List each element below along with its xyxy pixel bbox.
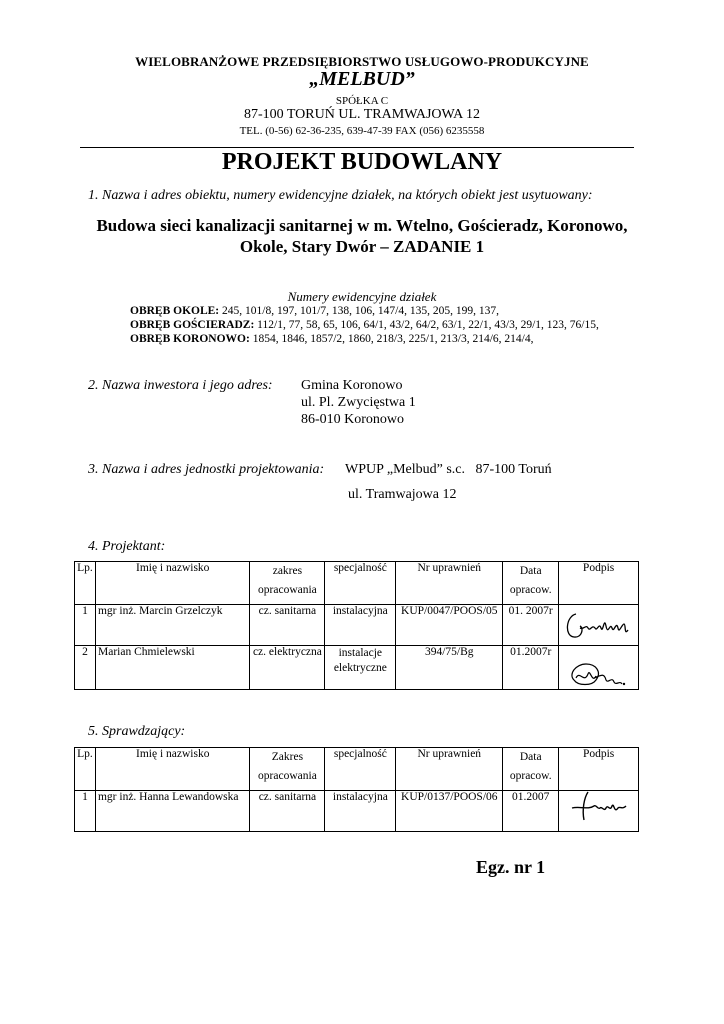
section-1-label: 1. Nazwa i adres obiektu, numery ewidencyjne działek, na których obiekt jest usytuowany: (88, 188, 593, 203)
table-header-row (75, 748, 639, 791)
col-header-spec: specjalność (325, 562, 396, 605)
signature-lewandowska (566, 788, 630, 824)
row-scope: cz. sanitarna (250, 791, 325, 832)
col-header-scope: Zakres opracowania (250, 748, 325, 791)
table-header-row (75, 562, 639, 605)
row-date: 01.2007 (503, 791, 559, 832)
parcel-row-okole (130, 305, 499, 317)
row-name: mgr inż. Marcin Grzelczyk (95, 605, 249, 646)
col-header-name: Imię i nazwisko (95, 562, 249, 605)
parcel-numbers: 112/1, 77, 58, 65, 106, 64/1, 43/2, 64/2, 63/1, 22/1, 43/3, 29/1, 123, 76/15, (254, 319, 599, 331)
parcel-area-name: OBRĘB OKOLE: (130, 305, 220, 317)
design-unit-street: ul. Tramwajowa 12 (348, 487, 457, 502)
row-scope: cz. sanitarna (250, 605, 325, 646)
design-unit-name: WPUP „Melbud” s.c. 87-100 Toruń (345, 462, 552, 477)
company-type: SPÓŁKA C (335, 95, 389, 107)
row-license: 394/75/Bg (396, 646, 503, 690)
row-spec: instalacyjna (325, 791, 396, 832)
row-lp: 1 (75, 605, 96, 646)
parcel-area-name: OBRĘB KORONOWO: (130, 333, 250, 345)
col-header-lp: Lp. (75, 748, 96, 791)
object-title-line-1: Budowa sieci kanalizacji sanitarnej w m. Wtelno, Gościeradz, Koronowo, (96, 216, 628, 235)
col-header-signature: Podpis (559, 748, 639, 791)
col-header-name: Imię i nazwisko (95, 748, 249, 791)
section-4-label: 4. Projektant: (88, 539, 166, 554)
section-2-label: 2. Nazwa inwestora i jego adres: (88, 378, 273, 393)
row-lp: 1 (75, 791, 96, 832)
company-contact: TEL. (0-56) 62-36-235, 639-47-39 FAX (056) 6235558 (239, 125, 485, 137)
header-divider (80, 147, 634, 148)
object-title (0, 215, 724, 257)
parcels-heading: Numery ewidencyjne działek (287, 289, 437, 304)
parcel-row-koronowo (130, 333, 533, 345)
col-header-license: Nr uprawnień (396, 562, 503, 605)
col-header-date: Data opracow. (503, 748, 559, 791)
section-5-label: 5. Sprawdzający: (88, 724, 186, 739)
row-date: 01. 2007r (503, 605, 559, 646)
col-header-scope: zakres opracowania (250, 562, 325, 605)
col-header-license: Nr uprawnień (396, 748, 503, 791)
col-header-date: Data opracow. (503, 562, 559, 605)
investor-city: 86-010 Koronowo (301, 412, 405, 427)
parcel-numbers: 245, 101/8, 197, 101/7, 138, 106, 147/4, 135, 205, 199, 137, (219, 305, 499, 317)
row-date: 01.2007r (503, 646, 559, 690)
row-scope: cz. elektryczna (250, 646, 325, 690)
document-title: PROJEKT BUDOWLANY (221, 149, 503, 175)
row-spec: instalacje elektryczne (325, 646, 396, 690)
parcel-area-name: OBRĘB GOŚCIERADZ: (130, 319, 255, 331)
company-address: 87-100 TORUŃ UL. TRAMWAJOWA 12 (243, 107, 481, 122)
table-row (75, 646, 639, 690)
designers-table (74, 561, 639, 690)
table-row (75, 791, 639, 832)
parcel-row-gocieradz (130, 319, 599, 331)
row-license: KUP/0047/POOS/05 (396, 605, 503, 646)
row-name: mgr inż. Hanna Lewandowska (95, 791, 249, 832)
signature-chmielewski (566, 654, 630, 690)
col-header-spec: specjalność (325, 748, 396, 791)
copy-number: Egz. nr 1 (476, 857, 546, 877)
brand-name: „MELBUD” (309, 68, 415, 90)
table-row (75, 605, 639, 646)
investor-name: Gmina Koronowo (301, 378, 403, 393)
section-3-label: 3. Nazwa i adres jednostki projektowania: (88, 462, 325, 477)
row-license: KUP/0137/POOS/06 (396, 791, 503, 832)
signature-grzelczyk (562, 606, 634, 644)
company-name: WIELOBRANŻOWE PRZEDSIĘBIORSTWO USŁUGOWO-PRODUKCYJNE (135, 54, 589, 69)
row-spec: instalacyjna (325, 605, 396, 646)
object-title-line-2: Okole, Stary Dwór – ZADANIE 1 (239, 237, 485, 256)
row-name: Marian Chmielewski (95, 646, 249, 690)
col-header-lp: Lp. (75, 562, 96, 605)
checkers-table (74, 747, 639, 832)
col-header-signature: Podpis (559, 562, 639, 605)
parcel-numbers: 1854, 1846, 1857/2, 1860, 218/3, 225/1, 213/3, 214/6, 214/4, (249, 333, 534, 345)
row-lp: 2 (75, 646, 96, 690)
investor-street: ul. Pl. Zwycięstwa 1 (301, 395, 416, 410)
